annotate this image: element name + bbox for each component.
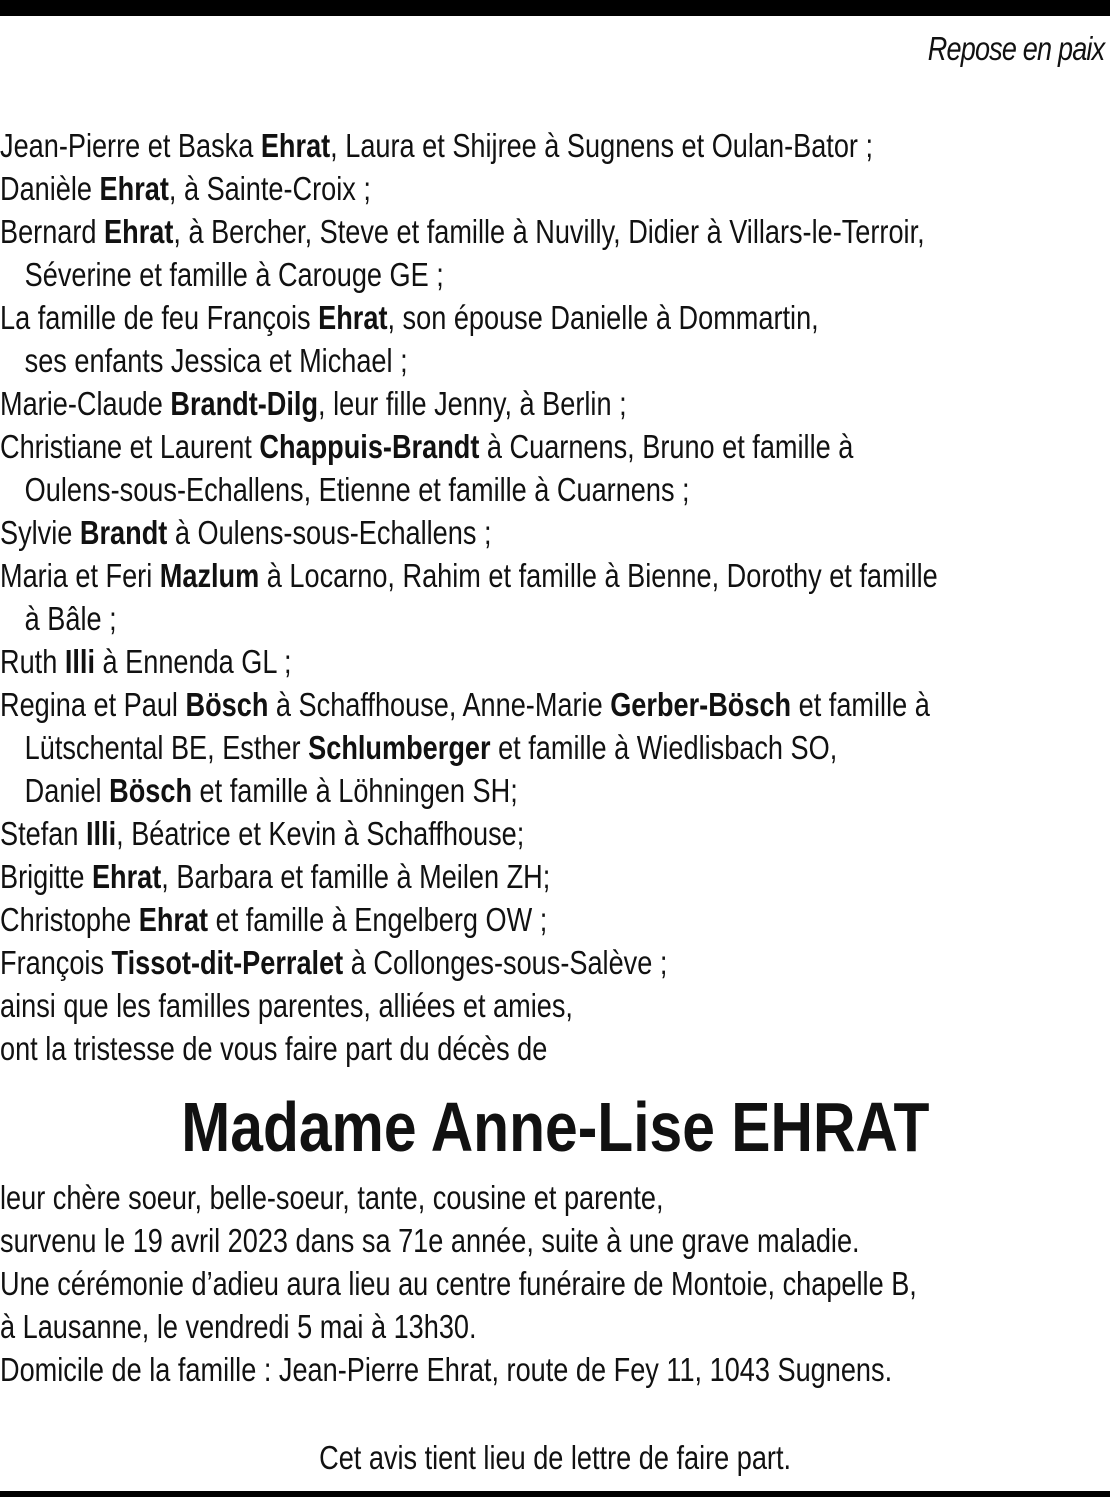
family-text: Christophe [0,901,139,938]
family-surname: Ehrat [138,901,209,938]
family-text: , à Sainte-Croix ; [168,170,371,207]
family-text: Bernard [0,213,105,250]
details-line: à Lausanne, le vendredi 5 mai à 13h30. [0,1308,477,1345]
details-line: Domicile de la famille : Jean-Pierre Ehrat, route de Fey 11, 1043 Sugnens. [0,1351,893,1388]
family-text: , à Bercher, Steve et famille à Nuvilly, Didier à Villars-le-Terroir, [173,213,925,250]
family-surname: Brandt-Dilg [170,385,319,422]
family-surname: Ehrat [91,858,162,895]
family-line [0,812,1110,855]
family-surname: Ehrat [260,127,331,164]
family-line [0,425,1110,468]
family-surname: Illi [64,643,95,680]
closing-note-text: Cet avis tient lieu de lettre de faire part. [319,1439,791,1476]
family-text: ainsi que les familles parentes, alliées et amies, [0,987,573,1024]
details-line: survenu le 19 avril 2023 dans sa 71e année, suite à une grave maladie. [0,1222,860,1259]
header-motto: Repose en paix [927,30,1104,67]
family-surname: Illi [85,815,117,852]
announcement-details [0,1176,1110,1391]
family-text: et famille à Löhningen SH; [192,772,518,809]
family-line [0,597,1110,640]
family-text: à Oulens-sous-Echallens ; [167,514,492,551]
family-text: et famille à Wiedlisbach SO, [490,729,838,766]
family-text: Séverine et famille à Carouge GE ; [24,256,444,293]
details-line: Une cérémonie d’adieu aura lieu au centre funéraire de Montoie, chapelle B, [0,1265,917,1302]
family-text: à Cuarnens, Bruno et famille à [479,428,854,465]
deceased-name [0,1087,1110,1167]
family-line [0,898,1110,941]
family-surname: Chappuis-Brandt [259,428,480,465]
bottom-border-rule [0,1491,1110,1497]
family-line [0,984,1110,1027]
family-line [0,941,1110,984]
family-surname: Ehrat [99,170,169,207]
family-line [0,339,1110,382]
family-surname: Gerber-Bösch [610,686,792,723]
family-text: , leur fille Jenny, à Berlin ; [318,385,627,422]
family-surname: Schlumberger [308,729,491,766]
family-list [0,124,1110,1070]
family-text: ses enfants Jessica et Michael ; [24,342,408,379]
family-line [0,124,1110,167]
family-text: Jean-Pierre et Baska [0,127,261,164]
family-surname: Bösch [109,772,193,809]
family-text: Lütschental BE, Esther [24,729,309,766]
family-surname: Ehrat [318,299,388,336]
family-text: Oulens-sous-Echallens, Etienne et famille à Cuarnens ; [24,471,690,508]
family-surname: Tissot-dit-Perralet [111,944,344,981]
family-line [0,253,1110,296]
family-line [0,554,1110,597]
family-text: François [0,944,112,981]
family-text: Sylvie [0,514,80,551]
family-surname: Brandt [79,514,168,551]
closing-note [0,1436,1110,1479]
family-line [0,167,1110,210]
family-text: Regina et Paul [0,686,186,723]
family-text: , Barbara et famille à Meilen ZH; [161,858,551,895]
family-text: Maria et Feri [0,557,160,594]
deceased-name-text: Madame Anne-Lise EHRAT [180,1088,930,1166]
family-line [0,468,1110,511]
family-text: Marie-Claude [0,385,171,422]
family-text: à Locarno, Rahim et famille à Bienne, Dorothy et famille [259,557,938,594]
family-text: Brigitte [0,858,92,895]
family-line [0,640,1110,683]
family-text: , son épouse Danielle à Dommartin, [387,299,819,336]
family-line [0,683,1110,726]
family-surname: Ehrat [104,213,174,250]
family-line [0,726,1110,769]
family-text: , Béatrice et Kevin à Schaffhouse; [116,815,525,852]
family-line [0,1027,1110,1070]
family-surname: Mazlum [159,557,260,594]
top-border-rule [0,0,1110,16]
family-text: Ruth [0,643,65,680]
family-line [0,769,1110,812]
details-line: leur chère soeur, belle-soeur, tante, cousine et parente, [0,1179,664,1216]
family-surname: Bösch [185,686,269,723]
family-text: à Ennenda GL ; [94,643,292,680]
family-line [0,382,1110,425]
family-text: Stefan [0,815,86,852]
family-text: à Collonges-sous-Salève ; [343,944,668,981]
family-line [0,296,1110,339]
family-line [0,511,1110,554]
family-text: à Bâle ; [24,600,117,637]
family-text: , Laura et Shijree à Sugnens et Oulan-Bator ; [330,127,874,164]
family-text: Christiane et Laurent [0,428,260,465]
family-line [0,210,1110,253]
family-text: Daniel [24,772,110,809]
family-text: et famille à Engelberg OW ; [208,901,548,938]
family-text: Danièle [0,170,100,207]
family-text: et famille à [791,686,930,723]
family-text: ont la tristesse de vous faire part du décès de [0,1030,548,1067]
family-text: à Schaffhouse, Anne-Marie [268,686,611,723]
family-line [0,855,1110,898]
family-text: La famille de feu François [0,299,319,336]
